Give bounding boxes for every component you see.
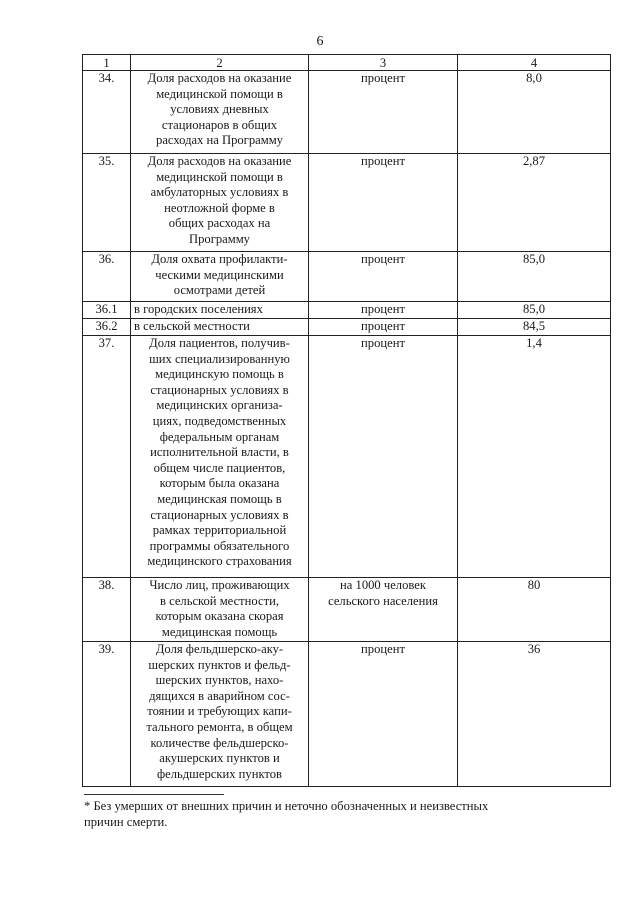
indicator-name: Доля охвата профилакти- ческими медицинскими осмотрами детей bbox=[131, 252, 309, 302]
unit-of-measure: на 1000 человек сельского населения bbox=[309, 578, 458, 642]
row-number: 39. bbox=[83, 642, 131, 787]
unit-of-measure: процент bbox=[309, 252, 458, 302]
unit-of-measure: процент bbox=[309, 319, 458, 336]
footnote: * Без умерших от внешних причин и неточно обозначенных и неизвестных причин смерти. bbox=[84, 799, 489, 829]
table-row bbox=[83, 252, 611, 302]
footnote-divider bbox=[84, 794, 224, 795]
column-header: 4 bbox=[458, 55, 611, 71]
indicator-value: 80 bbox=[458, 578, 611, 642]
row-number: 37. bbox=[83, 336, 131, 578]
indicator-value: 85,0 bbox=[458, 252, 611, 302]
table-row bbox=[83, 578, 611, 642]
unit-of-measure: процент bbox=[309, 71, 458, 154]
row-number: 34. bbox=[83, 71, 131, 154]
row-number: 36.1 bbox=[83, 302, 131, 319]
indicator-name: Доля расходов на оказание медицинской помощи в условиях дневных стационаров в общих расходах на Программу bbox=[131, 71, 309, 154]
indicator-value: 8,0 bbox=[458, 71, 611, 154]
column-header: 2 bbox=[131, 55, 309, 71]
column-header: 1 bbox=[83, 55, 131, 71]
unit-of-measure: процент bbox=[309, 302, 458, 319]
unit-of-measure: процент bbox=[309, 154, 458, 252]
unit-of-measure: процент bbox=[309, 336, 458, 578]
indicators-table bbox=[82, 54, 611, 787]
indicator-name: в сельской местности bbox=[131, 319, 309, 336]
unit-of-measure: процент bbox=[309, 642, 458, 787]
indicator-value: 36 bbox=[458, 642, 611, 787]
row-number: 36. bbox=[83, 252, 131, 302]
table-row bbox=[83, 302, 611, 319]
row-number: 36.2 bbox=[83, 319, 131, 336]
indicator-value: 2,87 bbox=[458, 154, 611, 252]
table-row bbox=[83, 71, 611, 154]
column-header: 3 bbox=[309, 55, 458, 71]
indicator-name: Доля расходов на оказание медицинской помощи в амбулаторных условиях в неотложной форме в общих расходах на Программу bbox=[131, 154, 309, 252]
table-header-row bbox=[83, 55, 611, 71]
table-row bbox=[83, 336, 611, 578]
indicator-value: 85,0 bbox=[458, 302, 611, 319]
indicator-value: 1,4 bbox=[458, 336, 611, 578]
indicator-name: в городских поселениях bbox=[131, 302, 309, 319]
row-number: 35. bbox=[83, 154, 131, 252]
table-row bbox=[83, 642, 611, 787]
indicator-value: 84,5 bbox=[458, 319, 611, 336]
indicator-name: Доля фельдшерско-аку- шерских пунктов и фельд- шерских пунктов, нахо- дящихся в аварийном сос- тоянии и требующих капи- тального ремонта, в общем количестве фельдшерско- акушерских пунктов и фельдшерских пунктов bbox=[131, 642, 309, 787]
page-number: 6 bbox=[316, 34, 324, 49]
table-row bbox=[83, 154, 611, 252]
table-row bbox=[83, 319, 611, 336]
row-number: 38. bbox=[83, 578, 131, 642]
indicator-name: Число лиц, проживающих в сельской местности, которым оказана скорая медицинская помощь bbox=[131, 578, 309, 642]
indicator-name: Доля пациентов, получив- ших специализированную медицинскую помощь в стационарных условиях в медицинских организа- циях, подведомственных федеральным органам исполнительной власти, в общем числе пациентов, которым была оказана медицинская помощь в стационарных условиях в рамках территориальной программы обязательного медицинского страхования bbox=[131, 336, 309, 578]
